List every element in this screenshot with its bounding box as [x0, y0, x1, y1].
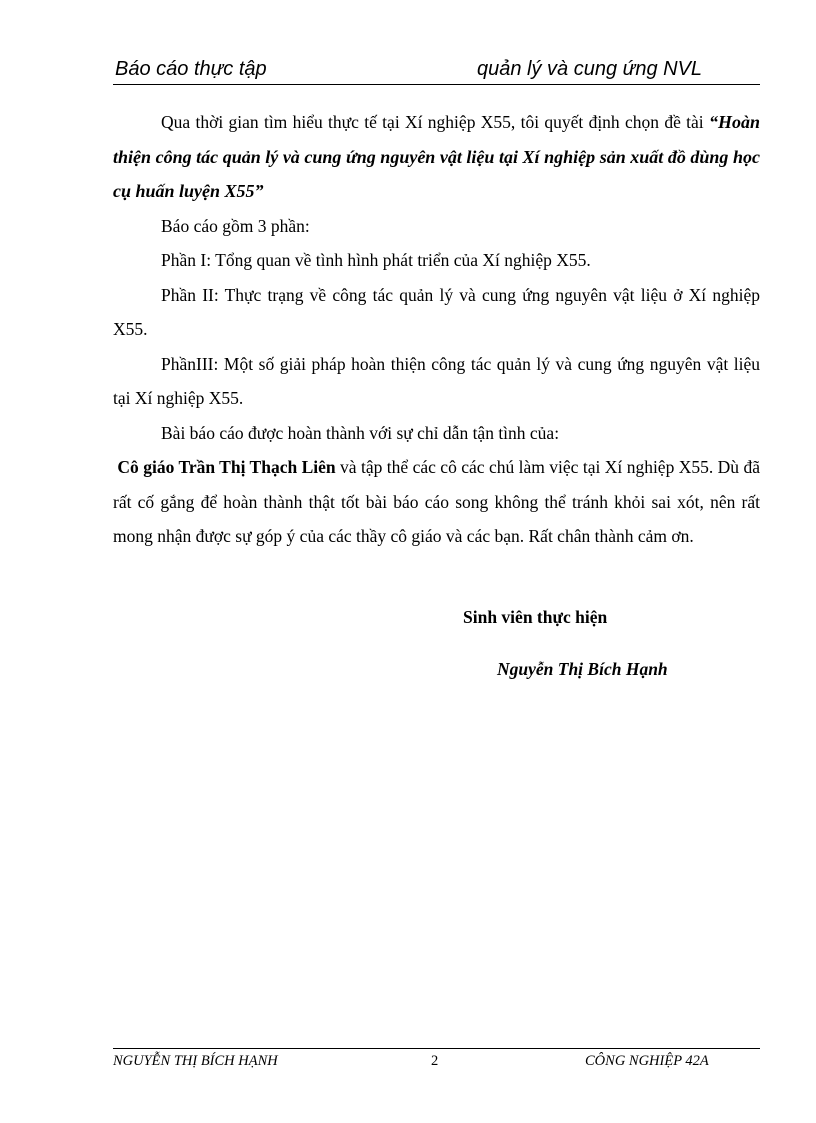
footer-author: NGUYỄN THỊ BÍCH HẠNH — [113, 1053, 278, 1069]
teacher-name: Cô giáo Trần Thị Thạch Liên — [117, 457, 336, 477]
signature-role: Sinh viên thực hiện — [463, 607, 608, 627]
thanks-intro: Bài báo cáo được hoàn thành với sự chỉ dẫn tận tình của: — [161, 422, 560, 443]
signature-name: Nguyễn Thị Bích Hạnh — [497, 659, 668, 679]
header-left-title: Báo cáo thực tập — [115, 58, 267, 80]
footer-class: CÔNG NGHIỆP 42A — [585, 1053, 709, 1069]
page-number: 2 — [431, 1053, 439, 1069]
part-3: PhầnIII: Một số giải pháp hoàn thiện công tác quản lý và cung ứng nguyên vật liệu tại Xí nghiệp X55. — [113, 353, 760, 408]
report-title: “Hoàn thiện công tác quản lý và cung ứng nguyên vật liệu tại Xí nghiệp sản xuất đồ dùng học cụ huấn luyện X55” — [113, 112, 760, 201]
thanks-paragraph — [113, 450, 760, 554]
page-footer — [113, 1048, 760, 1077]
parts-intro: Báo cáo gồm 3 phần: — [161, 215, 310, 236]
part-1: Phần I: Tổng quan về tình hình phát triển của Xí nghiệp X55. — [161, 250, 591, 270]
document-body — [113, 105, 760, 554]
intro-paragraph — [113, 105, 760, 209]
thanks-text: và tập thể các cô các chú làm việc tại Xí nghiệp X55. Dù đã rất cố gắng để hoàn thành thật tốt bài báo cáo song không thể tránh khỏi sai xót, nên rất mong nhận được sự góp ý của các thầy cô giáo và các bạn. Rất chân thành cảm ơn. — [113, 457, 760, 546]
header-right-title: quản lý và cung ứng NVL — [477, 58, 703, 80]
part-2: Phần II: Thực trạng về công tác quản lý và cung ứng nguyên vật liệu ở Xí nghiệp X55. — [113, 284, 760, 339]
intro-text: Qua thời gian tìm hiểu thực tế tại Xí nghiệp X55, tôi quyết định chọn đề tài — [161, 112, 704, 132]
page-header — [113, 56, 760, 85]
